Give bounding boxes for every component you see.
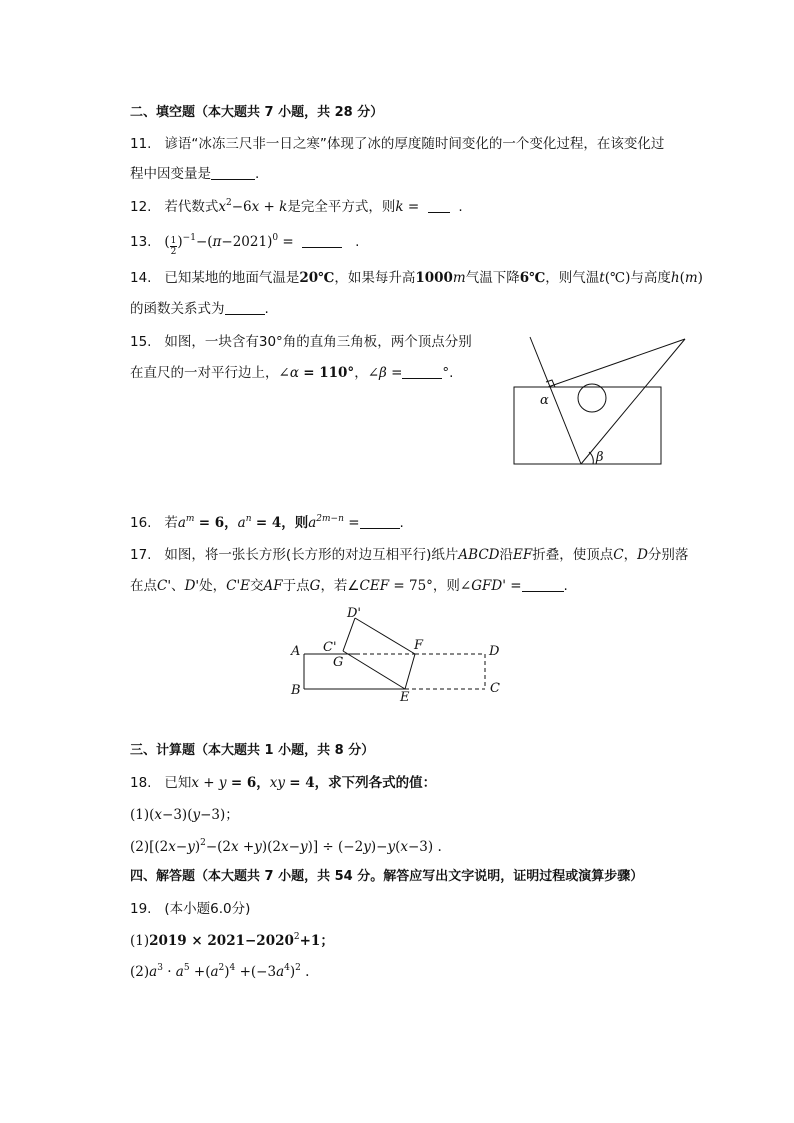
question-number: 18. xyxy=(130,775,152,791)
question-11-line-1 xyxy=(130,135,664,153)
question-15-line-1 xyxy=(130,333,472,351)
answer-blank[interactable] xyxy=(428,200,450,213)
part-label: (2) xyxy=(130,839,150,855)
section-heading-calculation: 三、计算题（本大题共 1 小题，共 8 分） xyxy=(130,743,375,758)
question-15-line-2: 在直尺的一对平行边上，∠α = 110°，∠β = °. xyxy=(130,365,454,381)
triangle-hole xyxy=(578,384,606,412)
label-C: C xyxy=(490,681,500,696)
part-label: (1) xyxy=(130,933,150,949)
question-19-part-1: $(1)2019 \times 2021-2020^2+1$； xyxy=(130,932,334,949)
math-expression: t xyxy=(599,270,605,286)
question-text: 气温下降 xyxy=(465,270,520,286)
condition-value: = 6， xyxy=(230,775,270,791)
answer-blank[interactable] xyxy=(211,167,255,180)
label-E: E xyxy=(400,690,410,705)
question-19 xyxy=(130,900,250,918)
height-value: 1000 xyxy=(415,270,453,286)
question-text: 已知某地的地面气温是 xyxy=(164,270,300,286)
question-11-line-2 xyxy=(130,165,259,183)
label-beta: β xyxy=(596,450,604,465)
question-text: 折叠，使顶点 xyxy=(532,547,614,563)
angle-value: = 75°，则∠ xyxy=(393,578,472,594)
question-16: 16. 若$a^m = 6$，$a^n = 4$，则$a^{2m-n}$ = . xyxy=(130,514,404,531)
degree-punctuation: °. xyxy=(442,365,454,381)
punctuation: . xyxy=(255,166,260,182)
edge-D-prime-F xyxy=(355,618,415,654)
punctuation: . xyxy=(458,199,463,215)
equals-sign: = xyxy=(510,578,522,594)
edge-C-prime-D-prime xyxy=(343,618,355,651)
label-alpha: α xyxy=(540,393,549,408)
answer-blank[interactable] xyxy=(522,579,564,592)
label-B: B xyxy=(291,683,301,698)
fold-line-EF xyxy=(405,654,415,689)
question-text: = 4，求下列各式的值： xyxy=(289,775,437,791)
question-12: 12. 若代数式$x^2-6x + k$是完全平方式，则k = . xyxy=(130,198,463,215)
question-text: 与高度 xyxy=(630,270,671,286)
label-D: D xyxy=(489,644,500,659)
question-19-part-2: $(2)a^3 \cdot a^5 +(a^2)^4 +(-3a^4)^2$ . xyxy=(130,963,310,980)
question-text: 分别落 xyxy=(647,547,689,563)
triangle-hypotenuse xyxy=(581,339,685,464)
question-text: 的函数关系式为 xyxy=(130,301,225,317)
question-number: 19. xyxy=(130,901,152,917)
alpha-value: = 110° xyxy=(303,365,355,381)
temperature-drop-value: 6℃ xyxy=(519,270,546,286)
answer-blank[interactable] xyxy=(360,516,400,529)
math-expression: h xyxy=(670,270,680,286)
question-points: (本小题6.0分) xyxy=(164,901,251,917)
condition-value: = 6， xyxy=(198,515,238,531)
question-text: 处， xyxy=(199,578,227,594)
question-number: 17. xyxy=(130,547,152,563)
math-expression: +1； xyxy=(299,933,334,949)
question-14-line-1: 14. 已知某地的地面气温是20℃，如果每升高1000m气温下降6℃，则气温t(℃)与高度h(m) xyxy=(130,270,703,286)
math-expression: ( $\frac{1}{2}$ )$^{-1}-(\pi-2021)^0$ = xyxy=(164,233,298,257)
ruler-rectangle xyxy=(514,387,661,464)
question-13 xyxy=(130,233,359,257)
math-expression: k xyxy=(395,199,404,215)
question-text: 于点 xyxy=(282,578,310,594)
answer-blank[interactable] xyxy=(225,302,265,315)
section-heading-fill-in: 二、填空题（本大题共 7 小题，共 28 分） xyxy=(130,105,384,120)
question-14-line-2 xyxy=(130,300,269,318)
question-number: 12. xyxy=(130,199,152,215)
question-text: 程中因变量是 xyxy=(130,166,211,182)
question-text: ，若∠ xyxy=(320,578,360,594)
unit-m: m xyxy=(452,270,466,286)
label-F: F xyxy=(414,638,424,653)
fraction-one-half: $\frac{1}{2}$ xyxy=(170,236,177,257)
punctuation: ， xyxy=(354,365,368,381)
section-heading-answer: 四、解答题（本大题共 7 小题，共 54 分。解答应写出文字说明，证明过程或演算步骤） xyxy=(130,869,644,884)
part-label: (1) xyxy=(130,807,150,823)
question-18: 18. 已知x + y = 6，xy = 4，求下列各式的值： xyxy=(130,775,437,791)
question-text: 已知 xyxy=(164,775,192,791)
answer-blank[interactable] xyxy=(402,366,442,379)
math-expression: $x^2-6x + k$ xyxy=(218,198,288,215)
question-text: 沿 xyxy=(499,547,513,563)
part-label: (2) xyxy=(130,964,150,980)
label-C-prime: C' xyxy=(323,640,337,655)
punctuation: . xyxy=(355,234,360,250)
label-A: A xyxy=(291,644,301,659)
edge-EC-prime xyxy=(343,651,405,689)
question-text: 谚语“冰冻三尺非一日之寒”体现了冰的厚度随时间变化的一个变化过程，在该变化过 xyxy=(164,136,665,152)
question-text: 如图，一块含有30°角的直角三角板，两个顶点分别 xyxy=(164,334,472,350)
question-17-line-2: 在点C'、D'处，C'E交AF于点G，若∠CEF = 75°，则∠GFD' = . xyxy=(130,578,568,594)
question-text: 如图，将一张长方形(长方形的对边互相平行)纸片 xyxy=(164,547,459,563)
question-text: 若代数式 xyxy=(164,199,219,215)
question-text: ，则气温 xyxy=(545,270,600,286)
question-17-line-1: 17. 如图，将一张长方形(长方形的对边互相平行)纸片ABCD沿EF折叠，使顶点C，D分别落 xyxy=(130,547,689,563)
figure-17-folded-rectangle xyxy=(285,600,515,710)
answer-blank[interactable] xyxy=(302,235,342,248)
question-number: 13. xyxy=(130,234,152,250)
question-text: 在直尺的一对平行边上， xyxy=(130,365,279,381)
punctuation: . xyxy=(399,515,404,531)
math-expression: 2019 × 2021−2020 xyxy=(149,933,294,949)
question-text: 若 xyxy=(164,515,178,531)
question-number: 15. xyxy=(130,334,152,350)
question-number: 16. xyxy=(130,515,152,531)
temperature-value: 20℃ xyxy=(299,270,335,286)
question-18-part-2: $(2)[(2x-y)^2-(2x +y)(2x-y)] \div (-2y)-y(x-3)$ . xyxy=(130,838,442,855)
label-G: G xyxy=(333,655,344,670)
question-text: ，如果每升高 xyxy=(334,270,416,286)
question-number: 11. xyxy=(130,136,152,152)
punctuation: . xyxy=(264,301,269,317)
question-text: 在点 xyxy=(130,578,157,594)
question-text: 交 xyxy=(250,578,264,594)
label-D-prime: D' xyxy=(347,606,361,621)
figure-15-ruler-triangle xyxy=(500,330,700,475)
condition-value: = 4，则 xyxy=(255,515,309,531)
punctuation: . xyxy=(563,578,568,594)
triangle-long-side xyxy=(530,337,581,464)
question-18-part-1: (1)(x−3)(y−3)； xyxy=(130,807,239,823)
question-text: 是完全平方式，则 xyxy=(287,199,396,215)
question-number: 14. xyxy=(130,270,152,286)
